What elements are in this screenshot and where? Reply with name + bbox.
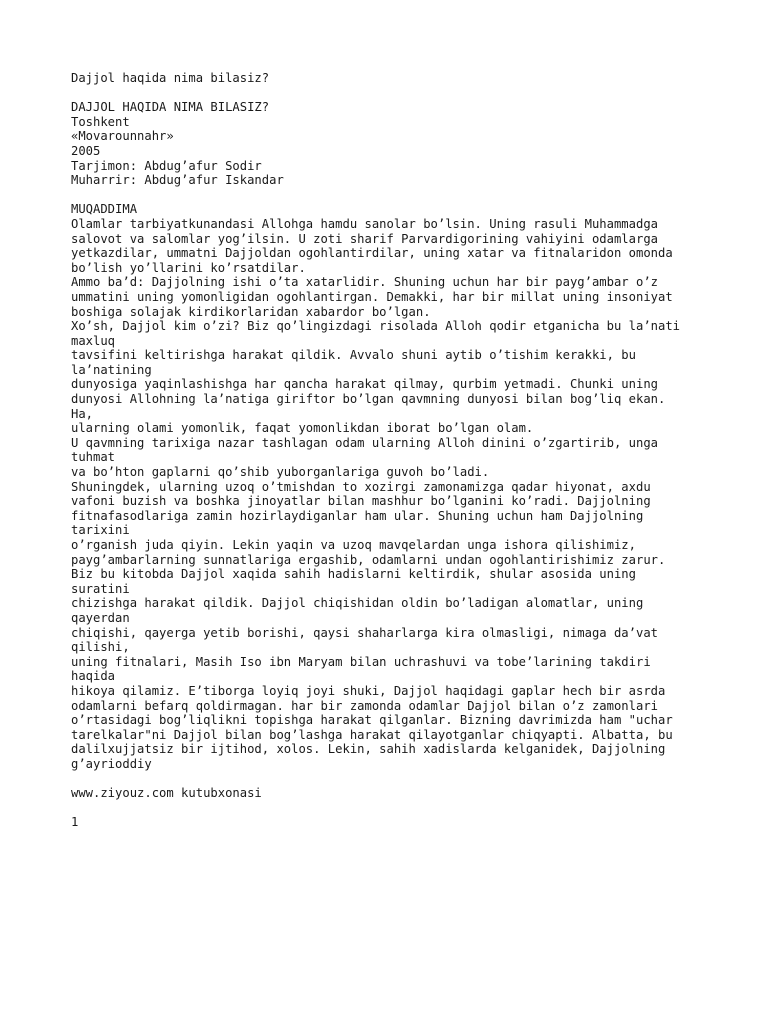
body-line: Olamlar tarbiyatkunandasi Allohga hamdu sanolar bo’lsin. Uning rasuli Muhammadga [71,216,658,231]
body-line: dunyosi Allohning la’natiga giriftor bo’lgan qavmning dunyosi bilan bog’liq ekan. [71,392,666,407]
body-line: payg’ambarlarning sunnatlariga ergashib, odamlarni undan ogohlantirishimiz zarur. [71,552,666,567]
body-line: vafoni buzish va boshka jinoyatlar bilan mashhur bo’lganini ko’radi. Dajjolning [71,494,651,509]
spacer [71,801,731,816]
body-line: bo’lish yo’llarini ko’rsatdilar. [71,260,306,275]
spacer [71,188,731,203]
body-line: chizishga harakat qildik. Dajjol chiqishidan oldin bo’ladigan alomatlar, uning [71,596,644,611]
body-line: chiqishi, qayerga yetib borishi, qaysi shaharlarga kira olmasligi, nimaga da’vat [71,625,658,640]
body-line: Ha, [71,406,94,421]
body-line: va bo’hton gaplarni qo’shib yuborganlariga guvoh bo’ladi. [71,465,490,480]
publication-year: 2005 [71,143,101,158]
body-line: odamlarni befarq qoldirmagan. har bir zamonda odamlar Dajjol bilan o’z zamonlari [71,698,658,713]
body-line: g’ayrioddiy [71,756,152,771]
header-title: Dajjol haqida nima bilasiz? [71,71,270,85]
spacer [71,772,731,787]
body-line: tuhmat [71,450,116,465]
spacer [71,86,731,101]
body-line: tavsifini keltirishga harakat qildik. Avvalo shuni aytib o’tishim kerakki, bu [71,348,636,363]
body-line: U qavmning tarixiga nazar tashlagan odam ularning Alloh dinini o’zgartirib, unga [71,435,658,450]
publication-city: Toshkent [71,114,130,129]
body-line: salovot va salomlar yog’ilsin. U zoti sharif Parvardigorining vahiyini odamlarga [71,231,658,246]
body-line: uning fitnalari, Masih Iso ibn Maryam bilan uchrashuvi va tobe’larining takdiri [71,654,651,669]
publisher: «Movarounnahr» [71,129,174,144]
body-line: Xo’sh, Dajjol kim o’zi? Biz qo’lingizdagi risolada Alloh qodir etganicha bu la’nati [71,319,681,334]
body-line: maxluq [71,333,116,348]
body-line: dalilxujjatsiz bir ijtihod, xolos. Lekin, sahih xadislarda kelganidek, Dajjolning [71,742,666,757]
body-line: suratini [71,581,130,596]
body-line: Shuningdek, ularning uzoq o’tmishdan to xozirgi zamonamizga qadar hiyonat, axdu [71,479,651,494]
body-line: dunyosiga yaqinlashishga har qancha harakat qilmay, qurbim yetmadi. Chunki uning [71,377,658,392]
body-line: Biz bu kitobda Dajjol xaqida sahih hadislarni keltirdik, shular asosida uning [71,567,636,582]
body-line: qilishi, [71,640,130,655]
document-page [71,71,731,830]
body-line: qayerdan [71,610,130,625]
body-line: boshiga solajak kirdikorlaridan xabardor bo’lgan. [71,304,431,319]
footer-source: www.ziyouz.com kutubxonasi [71,786,262,801]
book-title: DAJJOL HAQIDA NIMA BILASIZ? [71,100,270,115]
body-line: o’rtasidagi bog’liqlikni topishga harakat qilganlar. Bizning davrimizda ham "uchar [71,713,673,728]
body-line: hikoya qilamiz. E’tiborga loyiq joyi shuki, Dajjol haqidagi gaplar hech bir asrda [71,683,666,698]
body-line: haqida [71,669,116,684]
body-line: tarelkalar"ni Dajjol bilan bog’lashga harakat qilayotganlar chiqyapti. Albatta, bu [71,727,673,742]
body-line: tarixini [71,523,130,538]
body-line: la’natining [71,362,152,377]
body-text [71,217,731,772]
body-line: o’rganish juda qiyin. Lekin yaqin va uzoq mavqelardan unga ishora qilishimiz, [71,538,636,552]
body-line: fitnafasodlariga zamin hozirlaydiganlar ham ular. Shuning uchun ham Dajjolning [71,508,644,523]
body-line: ummatini uning yomonligidan ogohlantirgan. Demakki, har bir millat uning insoniyat [71,289,673,304]
body-line: yetkazdilar, ummatni Dajjoldan ogohlantirdilar, uning xatar va fitnalaridon omonda [71,246,673,261]
body-line: ularning olami yomonlik, faqat yomonlikdan iborat bo’lgan olam. [71,421,534,436]
page-number: 1 [71,815,79,830]
title-block [71,100,731,188]
body-line: Ammo ba’d: Dajjolning ishi o’ta xatarlidir. Shuning uchun har bir payg’ambar o’z [71,275,658,290]
section-heading: MUQADDIMA [71,202,138,217]
translator: Tarjimon: Abdug’afur Sodir [71,158,262,173]
editor: Muharrir: Abdug’afur Iskandar [71,173,284,188]
